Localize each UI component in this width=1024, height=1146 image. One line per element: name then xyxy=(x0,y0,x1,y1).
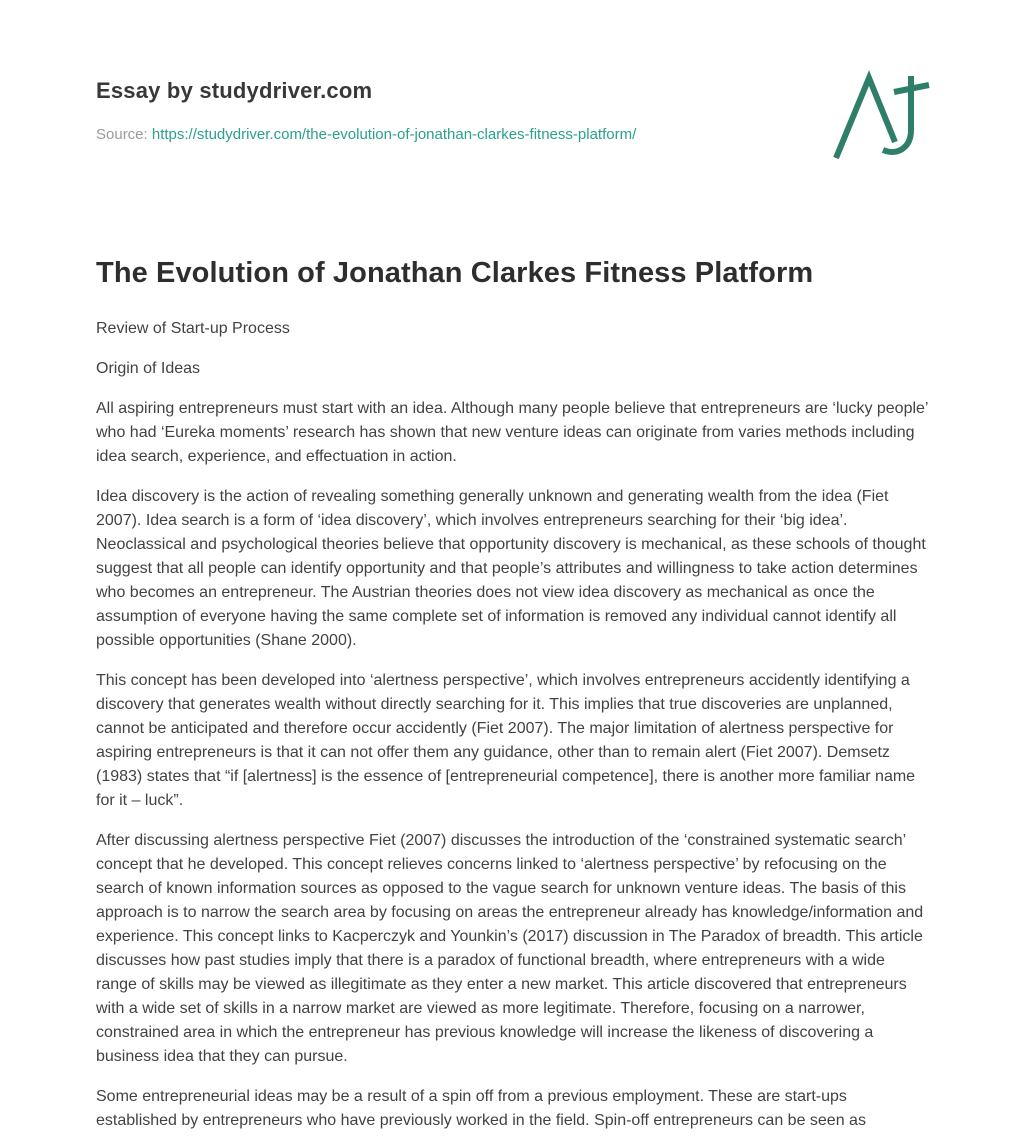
paragraph-review-heading: Review of Start-up Process xyxy=(96,320,290,337)
source-line xyxy=(96,126,928,144)
document-body xyxy=(96,317,928,1133)
paragraph: Some entrepreneurial ideas may be a result of a spin off from a previous employment. These are start-ups established by entrepreneurs who have previously worked in the field. Spin-off entrepreneurs can be seen as xyxy=(96,1088,866,1129)
logo-a-stroke xyxy=(836,78,895,158)
document-title: The Evolution of Jonathan Clarkes Fitness Platform xyxy=(96,257,814,289)
paragraph-origin-heading: Origin of Ideas xyxy=(96,360,201,377)
source-label: Source: xyxy=(96,126,148,143)
paragraph: After discussing alertness perspective Fiet (2007) discusses the introduction of the ‘constrained systematic search’ concept that he developed. This concept relieves concerns linked to ‘alertness perspective’ by refocusing on the search of known information sources as opposed to the vague search for unknown venture ideas. The basis of this approach is to narrow the search area by focusing on areas the entrepreneur already has knowledge/information and experience. This concept links to Kacperczyk and Younkin’s (2017) discussion in The Paradox of breadth. This article discusses how past studies imply that there is a paradox of functional breadth, where entrepreneurs with a wide range of skills may be viewed as illegitimate as they enter a new market. This article discovered that entrepreneurs with a wide set of skills in a narrow market are viewed as more legitimate. Therefore, focusing on a narrower, constrained area in which the entrepreneur has previous knowledge will increase the likeness of discovering a business idea that they can pursue. xyxy=(96,832,924,1065)
studydriver-logo xyxy=(824,68,936,164)
paragraph: All aspiring entrepreneurs must start with an idea. Although many people believe that entrepreneurs are ‘lucky people’ who had ‘Eureka moments’ research has shown that new venture ideas can originate from varies methods including idea search, experience, and effectuation in action. xyxy=(96,400,928,465)
paragraph: Idea discovery is the action of revealing something generally unknown and generating wealth from the idea (Fiet 2007). Idea search is a form of ‘idea discovery’, which involves entrepreneurs searching for their ‘big idea’. Neoclassical and psychological theories believe that opportunity discovery is mechanical, as these schools of thought suggest that all people can identify opportunity and that people’s attributes and willingness to take action determines who becomes an entrepreneur. The Austrian theories does not view idea discovery as mechanical as once the assumption of everyone having the same complete set of information is removed any individual cannot identify all possible opportunities (Shane 2000). xyxy=(96,488,926,649)
paragraph: This concept has been developed into ‘alertness perspective’, which involves entrepreneurs accidently identifying a discovery that generates wealth without directly searching for it. This implies that true discoveries are unplanned, cannot be anticipated and therefore occur accidently (Fiet 2007). The major limitation of alertness perspective for aspiring entrepreneurs is that it can not offer them any guidance, other than to remain alert (Fiet 2007). Demsetz (1983) states that “if [alertness] is the essence of [entrepreneurial competence], there is another more familiar name for it – luck”. xyxy=(96,672,916,809)
source-link[interactable]: https://studydriver.com/the-evolution-of-jonathan-clarkes-fitness-platform/ xyxy=(151,126,637,143)
logo-crossbar-stroke xyxy=(894,85,929,92)
page-header-title: Essay by studydriver.com xyxy=(96,78,373,103)
page-header xyxy=(96,78,928,144)
